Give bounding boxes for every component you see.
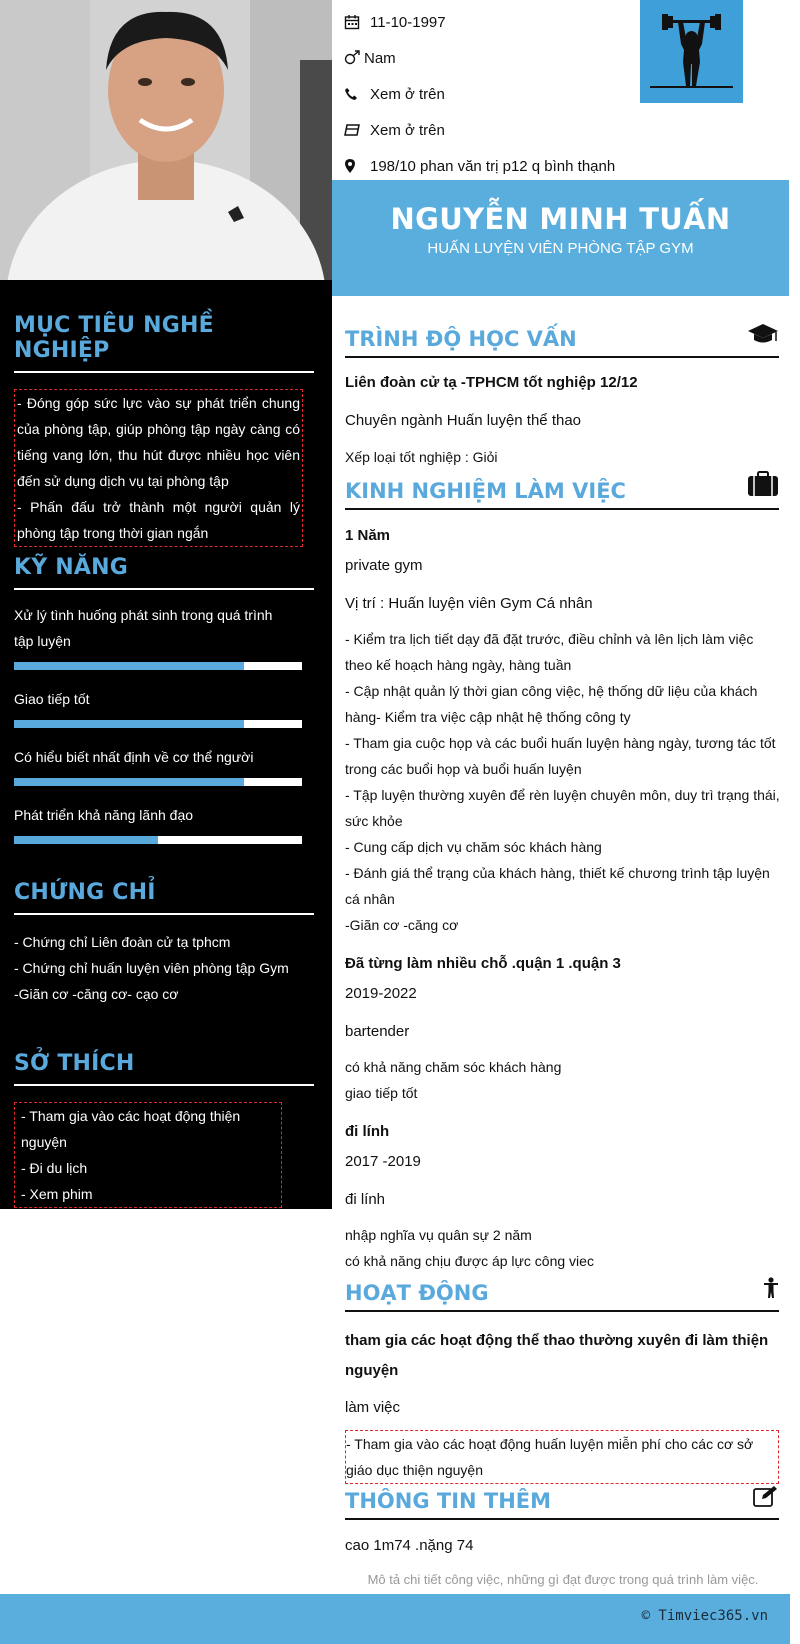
skill-name: Giao tiếp tốt: [14, 691, 90, 707]
job-details: [345, 1054, 781, 1106]
skill-bar: [14, 836, 302, 844]
certificate-item: - Chứng chỉ huấn luyện viên phòng tập Gym: [14, 960, 289, 976]
job-detail-line: -Giãn cơ -căng cơ: [345, 917, 459, 933]
skills-section: [14, 555, 314, 844]
job-detail-line: - Kiểm tra lịch tiết dạy đã đặt trước, điều chỉnh và lên lịch làm việc theo kế hoạch hàng ngày, hàng tuần: [345, 631, 754, 673]
calendar-icon: [344, 13, 364, 31]
skill-bar: [14, 662, 302, 670]
job-title: HUẤN LUYỆN VIÊN PHÒNG TẬP GYM: [427, 240, 694, 257]
skills-list: [14, 602, 314, 844]
hobbies-section: [14, 1051, 314, 1208]
job-company: đi lính: [345, 1123, 390, 1140]
full-name: NGUYỄN MINH TUẤN: [390, 202, 731, 236]
contact-email: [344, 121, 445, 139]
description-hint: Mô tả chi tiết công việc, những gì đạt được trong quá trình làm việc.: [367, 1572, 759, 1587]
objective-line: - Phấn đấu trở thành một người quản lý phòng tập trong thời gian ngắn: [17, 499, 300, 541]
activity-role: làm việc: [345, 1399, 401, 1416]
experience-title: KINH NGHIỆM LÀM VIỆC: [345, 479, 626, 503]
job-details: [345, 626, 781, 938]
name-banner: [332, 180, 789, 296]
activity-name: tham gia các hoạt động thể thao thường xuyên đi làm thiện nguyện: [345, 1332, 769, 1379]
address-text: 198/10 phan văn trị p12 q bình thạnh: [370, 157, 616, 175]
job-detail-line: - Cập nhật quản lý thời gian công việc, hệ thống dữ liệu của khách hàng- Kiểm tra việc cập nhật hệ thống công ty: [345, 683, 758, 725]
phone-text: Xem ở trên: [370, 85, 445, 103]
skill-bar-fill: [14, 720, 244, 728]
certificate-item: - Chứng chỉ Liên đoàn cử tạ tphcm: [14, 934, 231, 950]
experience-title-bar: [345, 474, 779, 510]
gender-text: Nam: [364, 49, 396, 67]
job-time: private gym: [345, 557, 423, 574]
additional-text: cao 1m74 .nặng 74: [345, 1537, 474, 1554]
activity-detail: - Tham gia vào các hoạt động huấn luyện miễn phí cho các cơ sở giáo dục thiện nguyện: [346, 1436, 754, 1478]
contact-gender: [344, 49, 396, 67]
certificates-list: [14, 929, 314, 1007]
certificates-section: [14, 880, 314, 1007]
skill-name: Có hiểu biết nhất định về cơ thể người: [14, 749, 254, 765]
footer-bar: [0, 1594, 790, 1644]
job-position: bartender: [345, 1023, 410, 1040]
job-detail-line: có khả năng chăm sóc khách hàng: [345, 1059, 562, 1075]
hobbies-box: [14, 1102, 282, 1208]
contact-birthday: [344, 13, 446, 31]
objective-title: MỤC TIÊU NGHỀ NGHIỆP: [14, 313, 314, 373]
job-detail-line: - Đánh giá thể trạng của khách hàng, thiết kế chương trình tập luyện cá nhân: [345, 865, 770, 907]
objective-line: - Đóng góp sức lực vào sự phát triển chung của phòng tập, giúp phòng tập ngày càng có tiếng vang lớn, thu hút được nhiều học viên đến sử dụng dịch vụ tại phòng tập: [17, 395, 300, 489]
job-time: 2017 -2019: [345, 1153, 421, 1170]
job-detail-line: - Tập luyện thường xuyên để rèn luyện chuyên môn, duy trì trạng thái, sức khỏe: [345, 787, 780, 829]
certificate-item: -Giãn cơ -căng cơ- cạo cơ: [14, 986, 179, 1002]
job-position: Vị trí : Huấn luyện viên Gym Cá nhân: [345, 595, 593, 612]
skill-name: Xử lý tình huống phát sinh trong quá trình tập luyện: [14, 607, 273, 649]
graduation-cap-icon: [747, 323, 779, 350]
skill-item: [14, 802, 314, 844]
skill-bar-fill: [14, 836, 158, 844]
job-company: 1 Năm: [345, 527, 391, 544]
skill-item: [14, 744, 314, 786]
education-title: TRÌNH ĐỘ HỌC VẤN: [345, 327, 577, 351]
birthday-text: 11-10-1997: [370, 13, 446, 31]
hobbies-title: SỞ THÍCH: [14, 1051, 314, 1086]
map-marker-icon: [344, 157, 364, 175]
activity-detail-box: [345, 1430, 779, 1484]
weightlifter-logo: [640, 0, 743, 103]
job-time: 2019-2022: [345, 985, 417, 1002]
contact-phone: [344, 85, 445, 103]
left-sidebar: [0, 0, 332, 1209]
job-detail-line: nhập nghĩa vụ quân sự 2 năm: [345, 1227, 532, 1243]
skill-item: [14, 602, 284, 670]
skill-bar: [14, 778, 302, 786]
objective-box: [14, 389, 303, 547]
skills-title: KỸ NĂNG: [14, 555, 314, 590]
job-position: đi lính: [345, 1191, 386, 1208]
hobby-item: - Đi du lịch: [21, 1160, 88, 1176]
education-title-bar: [345, 322, 779, 358]
skill-bar: [14, 720, 302, 728]
envelope-icon: [344, 121, 364, 139]
email-text: Xem ở trên: [370, 121, 445, 139]
objective-section: [14, 313, 314, 547]
skill-item: [14, 686, 314, 728]
weightlifter-icon: [640, 0, 743, 103]
job-details: [345, 1222, 781, 1274]
additional-title-bar: [345, 1484, 779, 1520]
job-detail-line: giao tiếp tốt: [345, 1085, 418, 1101]
job-detail-line: có khả năng chịu được áp lực công viec: [345, 1253, 594, 1269]
avatar-photo-icon: [0, 0, 332, 280]
skill-bar-fill: [14, 662, 244, 670]
child-figure-icon: [763, 1277, 779, 1304]
activities-title-bar: [345, 1276, 779, 1312]
footer-copyright: © Timviec365.vn: [641, 1608, 768, 1624]
education-school: Liên đoàn cử tạ -TPHCM tốt nghiệp 12/12: [345, 374, 638, 391]
hobby-item: - Tham gia vào các hoạt động thiện nguyện: [21, 1108, 241, 1150]
gender-icon: [344, 49, 364, 67]
skill-bar-fill: [14, 778, 244, 786]
additional-title: THÔNG TIN THÊM: [345, 1489, 552, 1513]
job-detail-line: - Cung cấp dịch vụ chăm sóc khách hàng: [345, 839, 602, 855]
education-grade: Xếp loại tốt nghiệp : Giỏi: [345, 449, 498, 465]
contact-address: [344, 157, 615, 175]
edit-icon: [753, 1485, 779, 1512]
briefcase-icon: [747, 471, 779, 502]
avatar: [0, 0, 332, 280]
phone-icon: [344, 85, 364, 103]
activities-title: HOẠT ĐỘNG: [345, 1281, 489, 1305]
hobby-item: - Xem phim: [21, 1186, 93, 1202]
skill-name: Phát triển khả năng lãnh đạo: [14, 807, 194, 823]
job-detail-line: - Tham gia cuộc họp và các buổi huấn luyện hàng ngày, tương tác tốt trong các buổi họp và buổi huấn luyện: [345, 735, 776, 777]
education-major: Chuyên ngành Huấn luyện thể thao: [345, 412, 582, 429]
certificates-title: CHỨNG CHỈ: [14, 880, 314, 915]
job-company: Đã từng làm nhiều chỗ .quận 1 .quận 3: [345, 955, 621, 972]
